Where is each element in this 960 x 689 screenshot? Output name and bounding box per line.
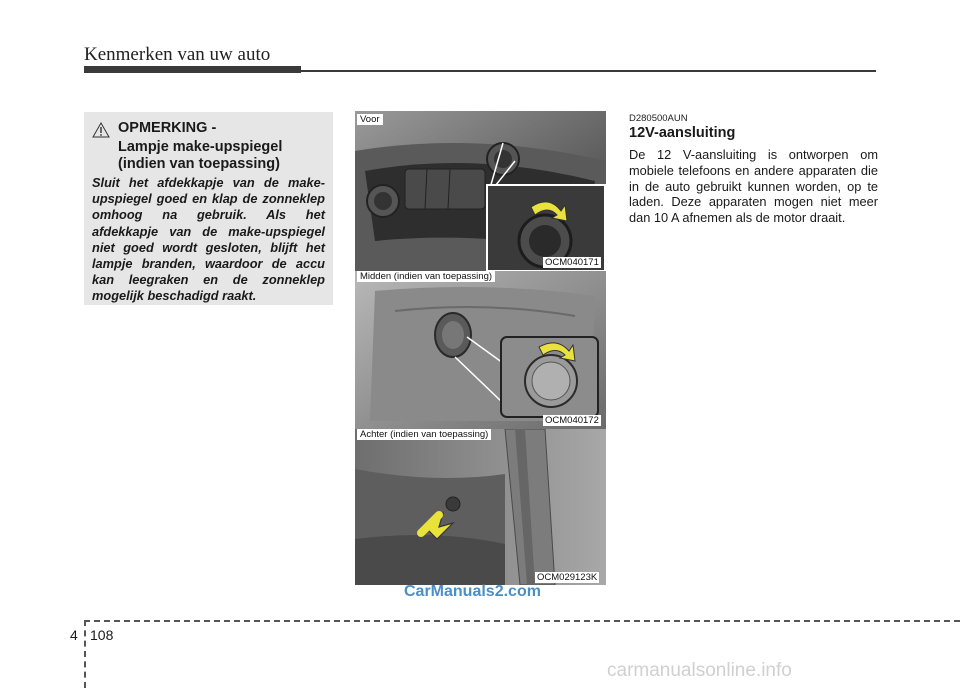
middle-socket-photo (355, 271, 606, 429)
watermark-link[interactable]: CarManuals2.com (404, 583, 541, 600)
rear-socket-photo (355, 429, 606, 585)
figure-caption: Voor (357, 114, 383, 125)
page-number: 108 (90, 627, 114, 643)
note-body: Sluit het afdekkapje van de make-upspiegel goed en klap de zonneklep omhoog na gebruik. Als het afdekkapje van de make-upspiegel niet goed wordt gesloten, blijft het lampje branden, waardoor de accu kan leegraken en de zonneklep mogelijk beschadigd raakt. (92, 175, 325, 304)
figure-code: OCM040171 (545, 257, 599, 268)
figure-code: OCM040172 (545, 415, 599, 426)
footer-divider (84, 620, 86, 688)
chapter-number: 4 (70, 627, 78, 643)
section-code: D280500AUN (629, 113, 688, 124)
figure-caption: Achter (indien van toepassing) (357, 429, 491, 440)
header-bar (84, 66, 301, 73)
note-title: OPMERKING - (118, 120, 217, 136)
footer-site-watermark: carmanualsonline.info (607, 660, 792, 681)
note-box (84, 112, 333, 305)
warning-triangle-icon (92, 122, 110, 138)
page-header-title: Kenmerken van uw auto (84, 44, 271, 65)
note-subtitle: Lampje make-upspiegel (indien van toepassing) (118, 139, 283, 172)
header-rule (301, 70, 876, 72)
footer-rule (84, 620, 960, 622)
figure-code: OCM029123K (537, 572, 598, 583)
section-title: 12V-aansluiting (629, 125, 736, 141)
section-body: De 12 V-aansluiting is ontworpen om mobiele telefoons en andere apparaten die in de auto gebruikt kunnen worden, op te laden. Deze apparaten mogen niet meer dan 10 A afnemen als de motor draait. (629, 147, 878, 226)
front-socket-photo (355, 111, 606, 271)
figure-caption: Midden (indien van toepassing) (357, 271, 495, 282)
